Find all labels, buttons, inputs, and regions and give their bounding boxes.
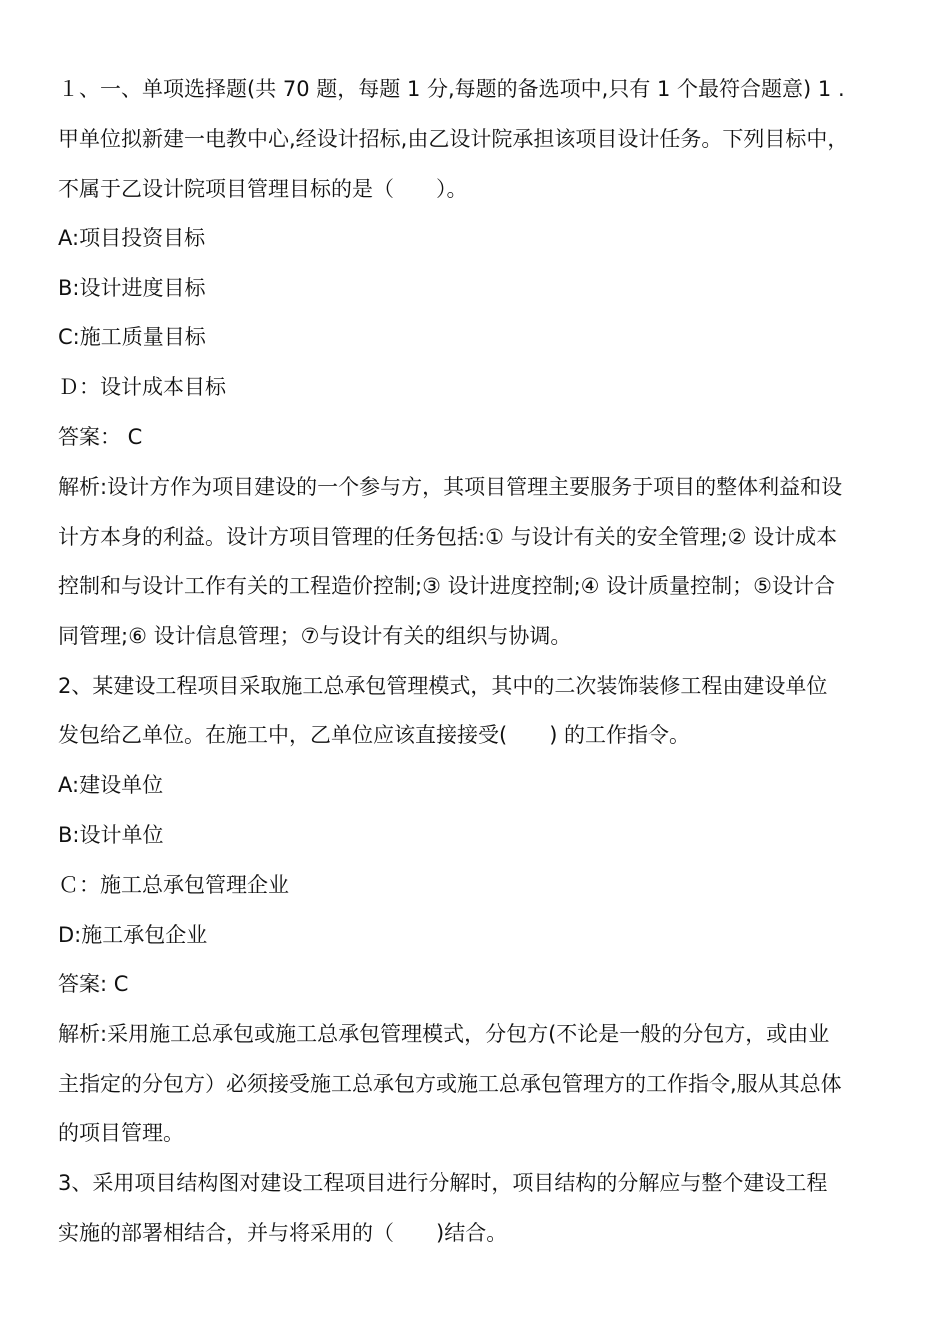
question-1-option-b: B:设计进度目标: [58, 276, 206, 300]
question-1-header: １、一、单项选择题(共 70 题，每题 1 分,每题的备选项中,只有 1 个最符合题意) 1 .: [58, 77, 845, 101]
question-2-analysis-line-1: 解析:采用施工总承包或施工总承包管理模式，分包方(不论是一般的分包方，或由业: [58, 1022, 830, 1046]
question-1-option-a: A:项目投资目标: [58, 226, 206, 250]
question-2-answer: 答案: C: [58, 972, 129, 996]
question-1-analysis-line-2: 计方本身的利益。设计方项目管理的任务包括:① 与设计有关的安全管理;② 设计成本: [58, 525, 838, 549]
question-1-analysis-line-3: 控制和与设计工作有关的工程造价控制;③ 设计进度控制;④ 设计质量控制；⑤设计合: [58, 574, 835, 598]
question-2-option-d: D:施工承包企业: [58, 923, 208, 947]
question-2-analysis-line-3: 的项目管理。: [58, 1121, 184, 1145]
question-2-text-line-1: 2、某建设工程项目采取施工总承包管理模式，其中的二次装饰装修工程由建设单位: [58, 674, 828, 698]
question-3-text-line-1: 3、采用项目结构图对建设工程项目进行分解时，项目结构的分解应与整个建设工程: [58, 1171, 828, 1195]
question-1-analysis-line-4: 同管理;⑥ 设计信息管理；⑦与设计有关的组织与协调。: [58, 624, 572, 648]
question-1-text-line-2: 甲单位拟新建一电教中心,经设计招标,由乙设计院承担该项目设计任务。下列目标中，: [58, 127, 849, 151]
question-1-text-line-3: 不属于乙设计院项目管理目标的是（ ）。: [58, 177, 468, 201]
question-1-answer: 答案： C: [58, 425, 143, 449]
question-3-text-line-2: 实施的部署相结合，并与将采用的（ )结合。: [58, 1221, 508, 1245]
question-2-option-c: Ｃ：施工总承包管理企业: [58, 873, 289, 897]
question-2-option-b: B:设计单位: [58, 823, 164, 847]
question-2-text-line-2: 发包给乙单位。在施工中，乙单位应该直接接受( ) 的工作指令。: [58, 723, 691, 747]
question-1-analysis-line-1: 解析:设计方作为项目建设的一个参与方，其项目管理主要服务于项目的整体利益和设: [58, 475, 843, 499]
question-1-option-c: C:施工质量目标: [58, 325, 206, 349]
question-1-option-d: Ｄ：设计成本目标: [58, 375, 226, 399]
question-2-option-a: A:建设单位: [58, 773, 164, 797]
question-2-analysis-line-2: 主指定的分包方）必须接受施工总承包方或施工总承包管理方的工作指令,服从其总体: [58, 1072, 842, 1096]
